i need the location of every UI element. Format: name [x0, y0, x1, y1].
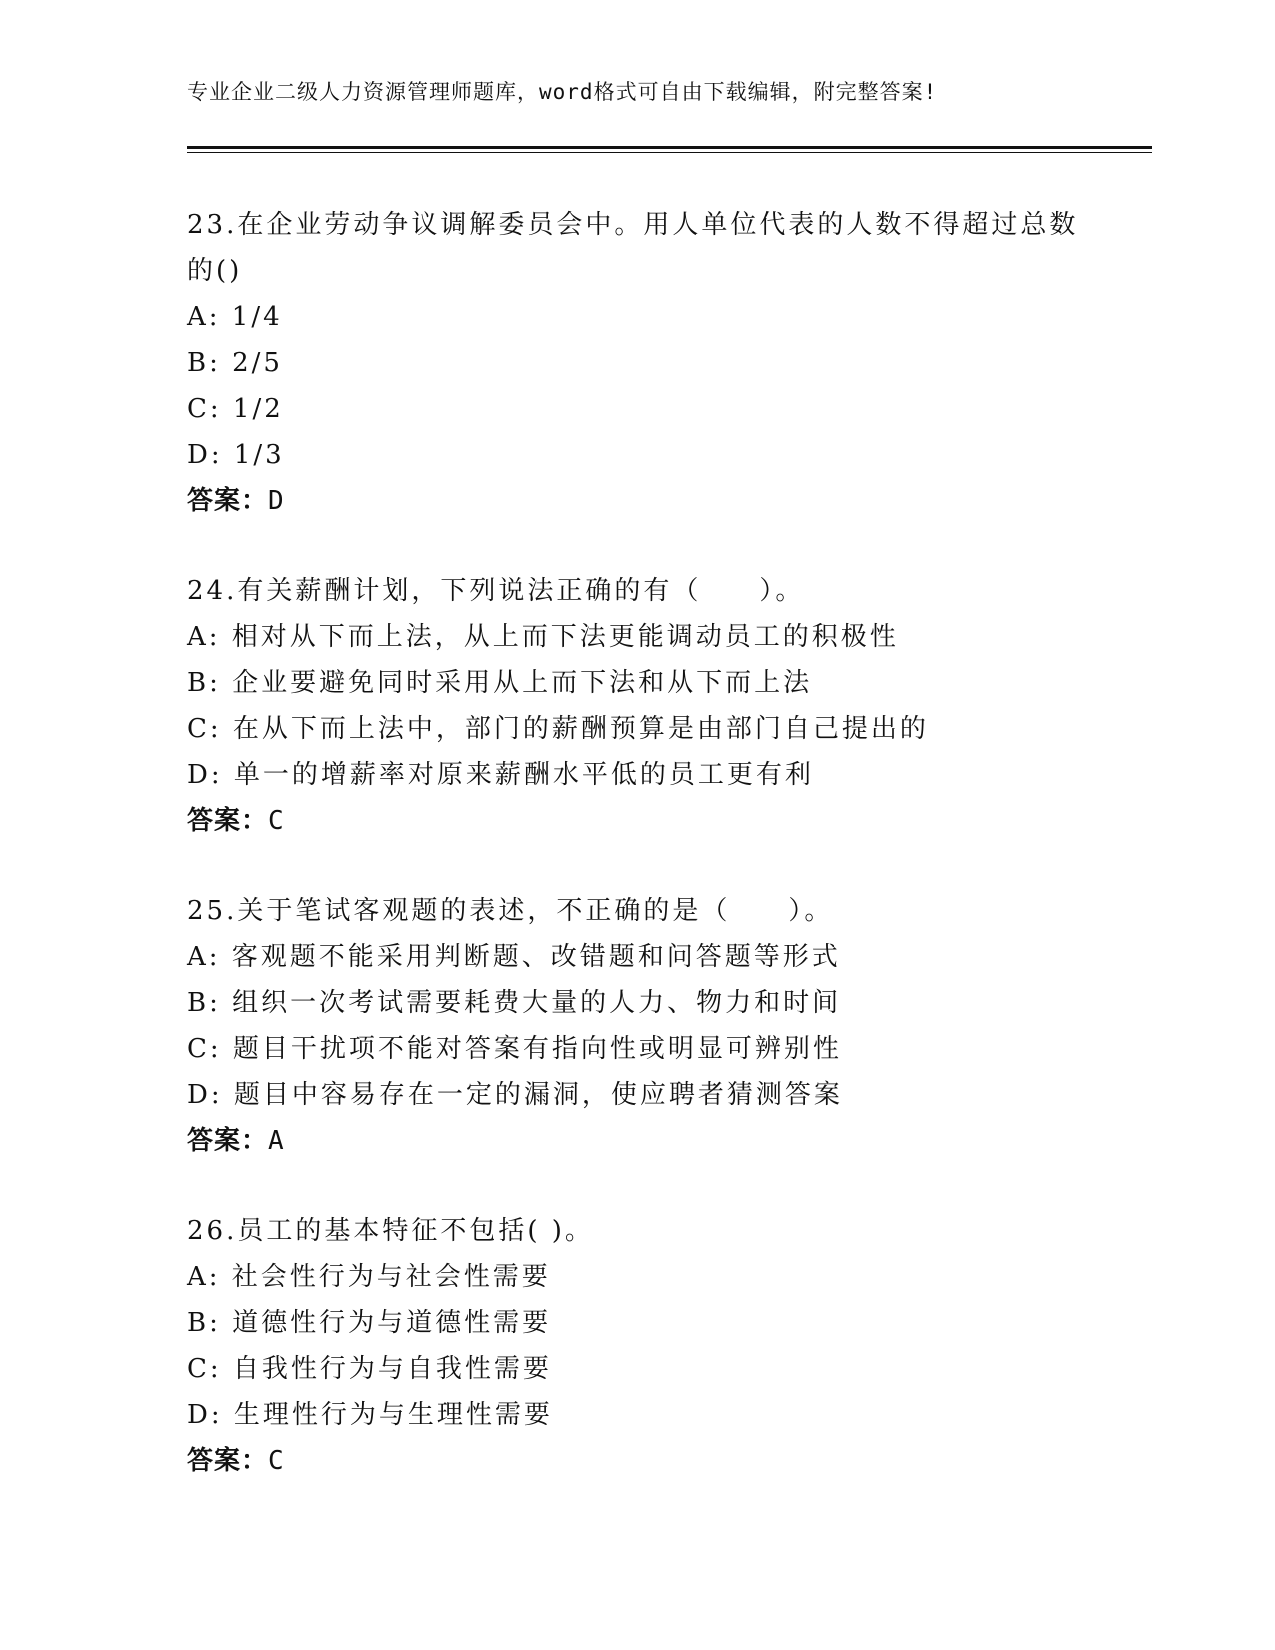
option-b: B: 2/5 — [187, 348, 283, 378]
option-b: B: 道德性行为与道德性需要 — [187, 1308, 552, 1338]
option-a: A: 相对从下而上法，从上而下法更能调动员工的积极性 — [187, 622, 899, 652]
option-c: C: 1/2 — [187, 394, 284, 424]
option-a: A: 客观题不能采用判断题、改错题和问答题等形式 — [187, 942, 841, 972]
answer-value: A — [268, 1126, 284, 1156]
question-list — [187, 202, 1087, 1528]
question-stem-continued: 的() — [187, 256, 243, 286]
option-c: C: 自我性行为与自我性需要 — [187, 1354, 552, 1384]
option-c: C: 题目干扰项不能对答案有指向性或明显可辨别性 — [187, 1034, 842, 1064]
question-24 — [187, 568, 1087, 844]
question-stem: 24.有关薪酬计划，下列说法正确的有（ ）。 — [187, 576, 805, 606]
header-divider-thick — [187, 146, 1152, 149]
header-note: 专业企业二级人力资源管理师题库，word格式可自由下载编辑，附完整答案! — [187, 80, 938, 104]
question-stem: 26.员工的基本特征不包括( )。 — [187, 1216, 594, 1246]
question-23 — [187, 202, 1087, 524]
answer-line — [187, 1118, 1087, 1164]
answer-label: 答案： — [187, 806, 269, 836]
answer-line — [187, 478, 1087, 524]
question-stem: 23.在企业劳动争议调解委员会中。用人单位代表的人数不得超过总数 — [187, 210, 1079, 240]
question-26 — [187, 1208, 1087, 1484]
answer-value: C — [268, 806, 284, 836]
answer-value: D — [268, 486, 284, 516]
option-a: A: 社会性行为与社会性需要 — [187, 1262, 551, 1292]
option-d: D: 生理性行为与生理性需要 — [187, 1400, 553, 1430]
question-25 — [187, 888, 1087, 1164]
header-divider-thin — [187, 152, 1152, 153]
answer-label: 答案： — [187, 486, 269, 516]
answer-value: C — [268, 1446, 284, 1476]
answer-line — [187, 1438, 1087, 1484]
answer-line — [187, 798, 1087, 844]
option-b: B: 企业要避免同时采用从上而下法和从下而上法 — [187, 668, 813, 698]
option-d: D: 1/3 — [187, 440, 285, 470]
answer-label: 答案： — [187, 1126, 269, 1156]
option-d: D: 单一的增薪率对原来薪酬水平低的员工更有利 — [187, 760, 814, 790]
option-c: C: 在从下而上法中，部门的薪酬预算是由部门自己提出的 — [187, 714, 929, 744]
option-d: D: 题目中容易存在一定的漏洞，使应聘者猜测答案 — [187, 1080, 843, 1110]
question-stem: 25.关于笔试客观题的表述，不正确的是（ ）。 — [187, 896, 834, 926]
option-b: B: 组织一次考试需要耗费大量的人力、物力和时间 — [187, 988, 842, 1018]
option-a: A: 1/4 — [187, 302, 283, 332]
answer-label: 答案： — [187, 1446, 269, 1476]
